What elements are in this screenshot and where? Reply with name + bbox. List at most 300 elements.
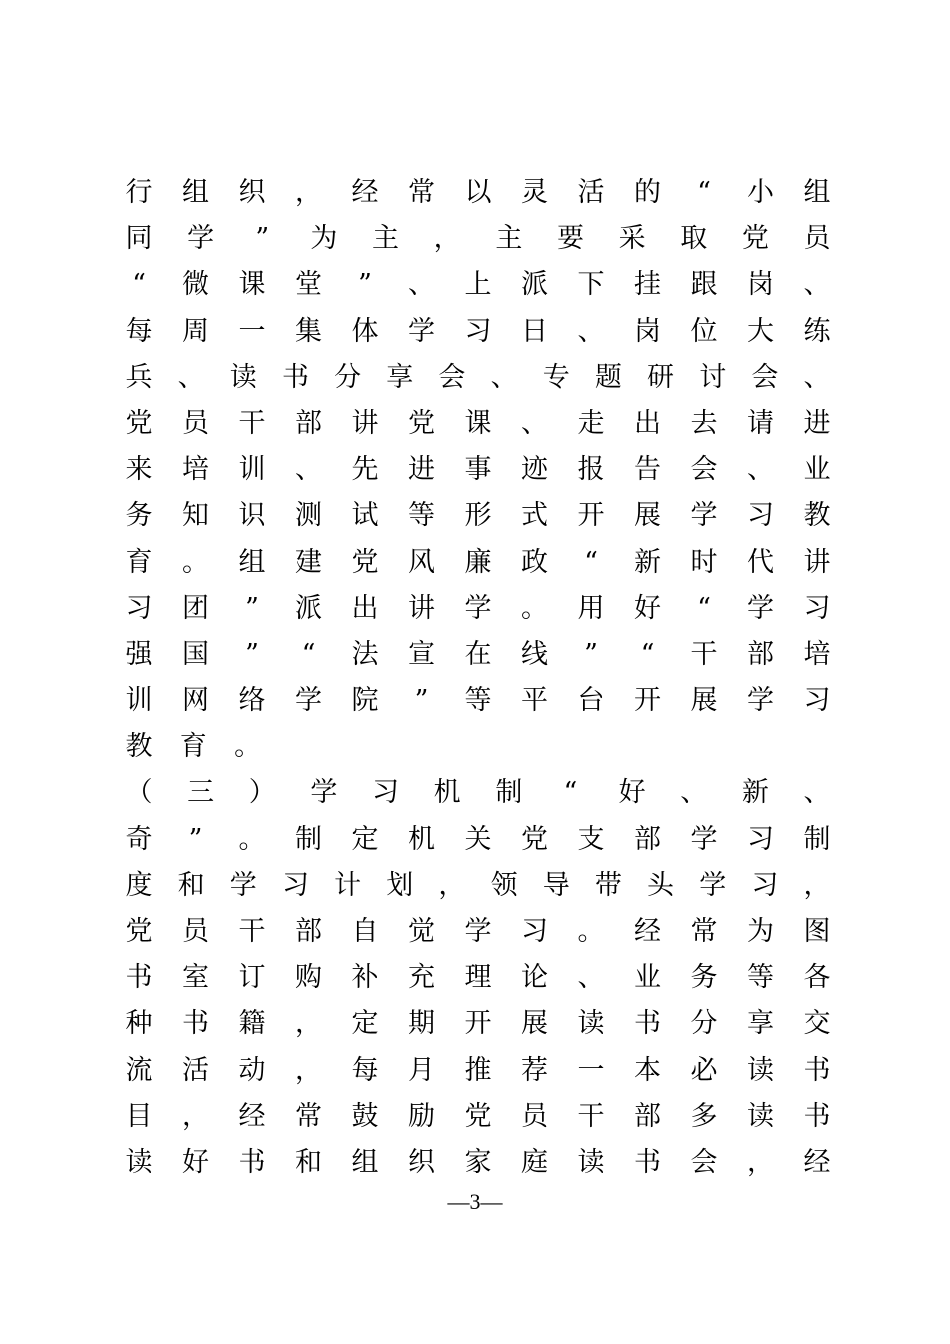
text-char: 机 [408, 823, 435, 855]
text-char: 划 [386, 869, 414, 901]
text-char: “ [301, 638, 316, 670]
text-char: 业 [803, 454, 831, 486]
text-char: 和 [295, 1146, 322, 1178]
text-char: 交 [803, 1008, 831, 1040]
text-char: 专 [542, 361, 570, 393]
text-char: 各 [803, 962, 831, 994]
text-char: 员 [803, 223, 831, 255]
text-char: 请 [747, 407, 774, 439]
text-char: 报 [577, 454, 605, 486]
text-char: 取 [680, 223, 708, 255]
text-char: 分 [690, 1008, 718, 1040]
text-char: 采 [618, 223, 646, 255]
text-char: 干 [690, 638, 718, 670]
text-char: 计 [334, 869, 362, 901]
text-char: 走 [577, 407, 605, 439]
text-char: 支 [577, 823, 605, 855]
text-char: 周 [182, 315, 209, 347]
text-char: 读 [577, 1146, 605, 1178]
text-char: 会 [438, 361, 466, 393]
text-char: 新 [634, 546, 661, 578]
text-char: 培 [803, 638, 831, 670]
text-char: 课 [464, 407, 492, 439]
text-char: 式 [521, 500, 548, 532]
text-char: ， [295, 1054, 322, 1086]
text-char: ” [245, 638, 259, 670]
text-char: 去 [690, 407, 718, 439]
text-char: 家 [464, 1146, 492, 1178]
text-line [122, 1048, 834, 1094]
text-char: 等 [464, 685, 492, 717]
text-line [122, 724, 834, 770]
text-char: 用 [577, 592, 605, 624]
text-char: 体 [351, 315, 379, 347]
text-line [122, 355, 834, 401]
text-char: 等 [408, 500, 435, 532]
text-char: 学 [690, 823, 718, 855]
text-char: ， [747, 1146, 774, 1178]
text-char: 题 [594, 361, 622, 393]
text-char: 迹 [521, 454, 548, 486]
text-char: 开 [634, 685, 661, 717]
text-char: 带 [594, 869, 622, 901]
text-char: 上 [464, 269, 492, 301]
text-char: 充 [408, 962, 435, 994]
text-char: 活 [577, 177, 605, 208]
text-char: 台 [577, 685, 605, 717]
text-char: 等 [747, 962, 774, 994]
text-char: 微 [182, 269, 209, 301]
text-char: 事 [464, 454, 492, 486]
text-char: 来 [125, 454, 153, 486]
text-char: 宣 [408, 638, 435, 670]
text-char: 学 [690, 500, 718, 532]
text-char: 制 [803, 823, 831, 855]
text-char: “ [640, 638, 655, 670]
text-char: ， [803, 869, 831, 901]
text-char: 一 [238, 315, 266, 347]
text-char: 学 [699, 869, 727, 901]
text-char: 习 [747, 500, 774, 532]
text-char: 为 [747, 916, 774, 947]
text-char: “ [697, 592, 711, 624]
text-line [122, 863, 834, 909]
text-char: 、 [747, 454, 774, 486]
text-char: 学 [408, 315, 435, 347]
text-line [122, 493, 834, 539]
text-char: 灵 [521, 177, 548, 208]
text-char: 常 [408, 177, 435, 208]
text-char: 三 [187, 777, 215, 809]
text-char: 组 [238, 546, 266, 578]
text-char: 、 [490, 361, 518, 393]
text-line [122, 586, 834, 632]
text-char: 岗 [747, 269, 774, 301]
text-char: 以 [464, 177, 492, 208]
text-char: 教 [125, 731, 153, 763]
text-char: 部 [295, 916, 322, 947]
text-char: 读 [577, 1008, 605, 1040]
text-char: ” [245, 592, 259, 624]
text-line [122, 170, 834, 216]
text-char: 院 [351, 685, 379, 717]
text-char: 员 [521, 1100, 548, 1132]
text-char: 读 [229, 361, 257, 393]
text-char: 常 [690, 916, 718, 947]
text-char: 学 [310, 777, 338, 809]
text-char: 党 [464, 1100, 492, 1132]
text-char: 训 [238, 454, 266, 486]
text-char: 一 [577, 1054, 605, 1086]
text-char: 制 [295, 823, 322, 855]
text-char: ， [295, 1008, 322, 1040]
text-char: 下 [577, 269, 605, 301]
text-char: 先 [351, 454, 379, 486]
text-char: 新 [741, 777, 769, 809]
text-char: 。 [234, 731, 262, 763]
text-char: 、 [521, 407, 548, 439]
text-char: 培 [182, 454, 209, 486]
text-char: 推 [464, 1054, 492, 1086]
text-line [122, 447, 834, 493]
text-char: 政 [521, 546, 548, 578]
text-char: 部 [295, 407, 322, 439]
text-char: 组 [803, 177, 831, 208]
text-char: 堂 [295, 269, 322, 301]
text-char: 组 [351, 1146, 379, 1178]
text-char: 习 [747, 823, 774, 855]
text-char: 常 [295, 1100, 322, 1132]
text-char: 习 [803, 592, 831, 624]
text-char: 平 [521, 685, 548, 717]
text-char: ） [248, 777, 276, 809]
text-char: 定 [351, 823, 379, 855]
text-char: 自 [351, 916, 379, 947]
text-char: 分 [334, 361, 362, 393]
text-char: 员 [182, 407, 209, 439]
text-char: 习 [521, 916, 548, 947]
text-char: 位 [690, 315, 718, 347]
text-char: 书 [634, 1146, 661, 1178]
text-char: 形 [464, 500, 492, 532]
text-char: 务 [125, 500, 153, 532]
text-char: 知 [182, 500, 209, 532]
text-char: 籍 [238, 1008, 266, 1040]
text-char: 活 [182, 1054, 209, 1086]
text-char: 党 [408, 407, 435, 439]
text-char: 风 [408, 546, 435, 578]
text-char: 、 [295, 454, 322, 486]
text-char: 奇 [125, 823, 153, 855]
text-char: 领 [490, 869, 518, 901]
text-char: ” [414, 685, 429, 717]
text-char: 兵 [125, 361, 153, 393]
text-line [122, 262, 834, 308]
text-char: 鼓 [351, 1100, 379, 1132]
text-char: 习 [372, 777, 400, 809]
text-char: 展 [634, 500, 661, 532]
text-char: 期 [408, 1008, 435, 1040]
text-char: 行 [125, 177, 153, 208]
text-char: 、 [680, 777, 708, 809]
text-char: 享 [747, 1008, 774, 1040]
text-char: 动 [238, 1054, 266, 1086]
text-line [122, 216, 834, 262]
text-char: 制 [495, 777, 523, 809]
text-char: 补 [351, 962, 379, 994]
text-char: 觉 [408, 916, 435, 947]
text-char: 试 [351, 500, 379, 532]
text-line [122, 540, 834, 586]
text-char: 党 [125, 916, 153, 947]
text-line [122, 309, 834, 355]
text-char: 国 [182, 638, 209, 670]
text-char: “ [563, 777, 578, 809]
text-char: 集 [295, 315, 322, 347]
text-char: 、 [408, 269, 435, 301]
text-char: 每 [351, 1054, 379, 1086]
text-char: 学 [464, 916, 492, 947]
text-line [122, 909, 834, 955]
text-char: 要 [556, 223, 584, 255]
text-char: 主 [372, 223, 400, 255]
text-char: 派 [295, 592, 322, 624]
text-char: 为 [310, 223, 338, 255]
text-char: 开 [577, 500, 605, 532]
text-char: 讲 [803, 546, 831, 578]
text-char: 多 [690, 1100, 718, 1132]
text-char: 教 [803, 500, 831, 532]
text-char: 经 [238, 1100, 266, 1132]
text-char: ” [358, 269, 372, 301]
text-char: 庭 [521, 1146, 548, 1178]
text-char: 同 [125, 223, 153, 255]
text-char: 习 [281, 869, 309, 901]
text-char: 读 [125, 1146, 153, 1178]
text-char: 络 [238, 685, 266, 717]
text-line [122, 401, 834, 447]
text-char: 进 [408, 454, 435, 486]
text-char: 部 [747, 638, 774, 670]
text-char: 图 [803, 916, 831, 947]
text-char: 读 [747, 1100, 774, 1132]
text-char: 必 [690, 1054, 718, 1086]
text-char: 识 [238, 500, 266, 532]
text-char: ” [584, 638, 598, 670]
text-char: 、 [803, 269, 831, 301]
text-char: 网 [182, 685, 209, 717]
text-char: 织 [238, 177, 266, 208]
text-char: 种 [125, 1008, 153, 1040]
text-char: 出 [634, 407, 661, 439]
section-heading-line [122, 770, 834, 816]
text-char: ， [438, 869, 466, 901]
text-line [122, 817, 834, 863]
text-char: 理 [464, 962, 492, 994]
text-char: 流 [125, 1054, 153, 1086]
text-char: 织 [408, 1146, 435, 1178]
text-char: 书 [125, 962, 153, 994]
text-char: 、 [177, 361, 205, 393]
text-char: 干 [238, 407, 266, 439]
text-char: 定 [351, 1008, 379, 1040]
text-char: 习 [125, 592, 153, 624]
text-char: 学 [187, 223, 215, 255]
text-char: 讨 [699, 361, 727, 393]
text-char: 每 [125, 315, 153, 347]
text-line [122, 678, 834, 724]
text-char: 论 [521, 962, 548, 994]
text-char: ， [433, 223, 461, 255]
text-char: 展 [690, 685, 718, 717]
text-char: 育 [125, 546, 153, 578]
text-char: 挂 [634, 269, 661, 301]
text-char: 员 [182, 916, 209, 947]
text-char: 岗 [634, 315, 661, 347]
text-char: 进 [803, 407, 831, 439]
text-char: 主 [495, 223, 523, 255]
text-char: 讲 [408, 592, 435, 624]
text-char: “ [697, 177, 711, 208]
text-char: 的 [634, 177, 661, 208]
page-number: —3— [447, 1189, 503, 1214]
text-char: ， [182, 1100, 209, 1132]
text-char: 订 [238, 962, 266, 994]
text-char: ” [188, 823, 203, 855]
text-char: 经 [634, 916, 661, 947]
text-char: 。 [577, 916, 605, 947]
text-char: 好 [634, 592, 661, 624]
text-char: 大 [747, 315, 774, 347]
text-char: 会 [751, 361, 779, 393]
text-char: 本 [634, 1054, 661, 1086]
text-char: 强 [125, 638, 153, 670]
text-char: 头 [647, 869, 675, 901]
text-char: 部 [634, 1100, 661, 1132]
text-char: 月 [408, 1054, 435, 1086]
text-char: 励 [408, 1100, 435, 1132]
text-char: ， [295, 177, 322, 208]
text-char: 展 [521, 1008, 548, 1040]
text-char: 关 [464, 823, 492, 855]
text-line [122, 632, 834, 678]
text-char: 书 [182, 1008, 209, 1040]
text-char: 、 [803, 361, 831, 393]
text-char: 小 [747, 177, 774, 208]
text-char: 会 [690, 454, 718, 486]
text-char: 组 [182, 177, 209, 208]
text-char: 业 [634, 962, 661, 994]
text-char: 学 [229, 869, 257, 901]
text-char: 代 [747, 546, 774, 578]
text-char: 、 [577, 962, 605, 994]
text-char: 党 [351, 546, 379, 578]
text-char: 法 [351, 638, 379, 670]
text-char: 出 [351, 592, 379, 624]
text-char: 日 [521, 315, 548, 347]
text-line [122, 1140, 834, 1186]
text-char: 练 [803, 315, 831, 347]
text-char: 书 [803, 1054, 831, 1086]
text-char: 学 [464, 592, 492, 624]
text-char: 党 [521, 823, 548, 855]
body-text [122, 170, 834, 1186]
text-line [122, 955, 834, 1001]
text-char: 好 [618, 777, 646, 809]
text-char: 。 [521, 592, 548, 624]
text-char: 测 [295, 500, 322, 532]
text-char: 时 [690, 546, 718, 578]
text-char: 习 [751, 869, 779, 901]
text-char: “ [584, 546, 598, 578]
text-char: 和 [177, 869, 205, 901]
text-char: 导 [542, 869, 570, 901]
text-char: 习 [803, 685, 831, 717]
text-char: 。 [238, 823, 266, 855]
text-char: 学 [747, 592, 774, 624]
text-char: 、 [577, 315, 605, 347]
text-char: 。 [182, 546, 209, 578]
text-char: 开 [464, 1008, 492, 1040]
text-char: 经 [351, 177, 379, 208]
text-char: 讲 [351, 407, 379, 439]
text-char: 课 [238, 269, 266, 301]
text-line [122, 1001, 834, 1047]
text-char: 干 [238, 916, 266, 947]
text-char: 建 [295, 546, 322, 578]
text-char: 学 [295, 685, 322, 717]
text-char: 党 [741, 223, 769, 255]
text-char: 书 [281, 361, 309, 393]
text-char: 荐 [521, 1054, 548, 1086]
text-char: 度 [125, 869, 153, 901]
text-char: 目 [125, 1100, 153, 1132]
text-char: 党 [125, 407, 153, 439]
text-char: 派 [521, 269, 548, 301]
text-char: 学 [747, 685, 774, 717]
text-char: 线 [521, 638, 548, 670]
text-char: 室 [182, 962, 209, 994]
text-char: 干 [577, 1100, 605, 1132]
text-char: “ [132, 269, 146, 301]
text-char: 跟 [690, 269, 718, 301]
text-char: 经 [803, 1146, 831, 1178]
text-char: 育 [179, 731, 207, 763]
text-char: 书 [803, 1100, 831, 1132]
text-char: 、 [803, 777, 831, 809]
text-char: 团 [182, 592, 209, 624]
text-char: 廉 [464, 546, 492, 578]
text-char: 部 [634, 823, 661, 855]
text-char: 告 [634, 454, 661, 486]
text-char: 读 [747, 1054, 774, 1086]
text-char: 习 [464, 315, 492, 347]
text-char: 研 [647, 361, 675, 393]
text-char: （ [125, 777, 153, 809]
text-char: ” [255, 223, 270, 255]
text-char: 机 [433, 777, 461, 809]
text-char: 务 [690, 962, 718, 994]
text-char: 书 [634, 1008, 661, 1040]
text-char: 在 [464, 638, 492, 670]
text-line [122, 1094, 834, 1140]
text-char: 好 [182, 1146, 209, 1178]
text-char: 享 [386, 361, 414, 393]
text-char: 书 [238, 1146, 266, 1178]
text-char: 会 [690, 1146, 718, 1178]
text-char: 购 [295, 962, 322, 994]
text-char: 训 [125, 685, 153, 717]
